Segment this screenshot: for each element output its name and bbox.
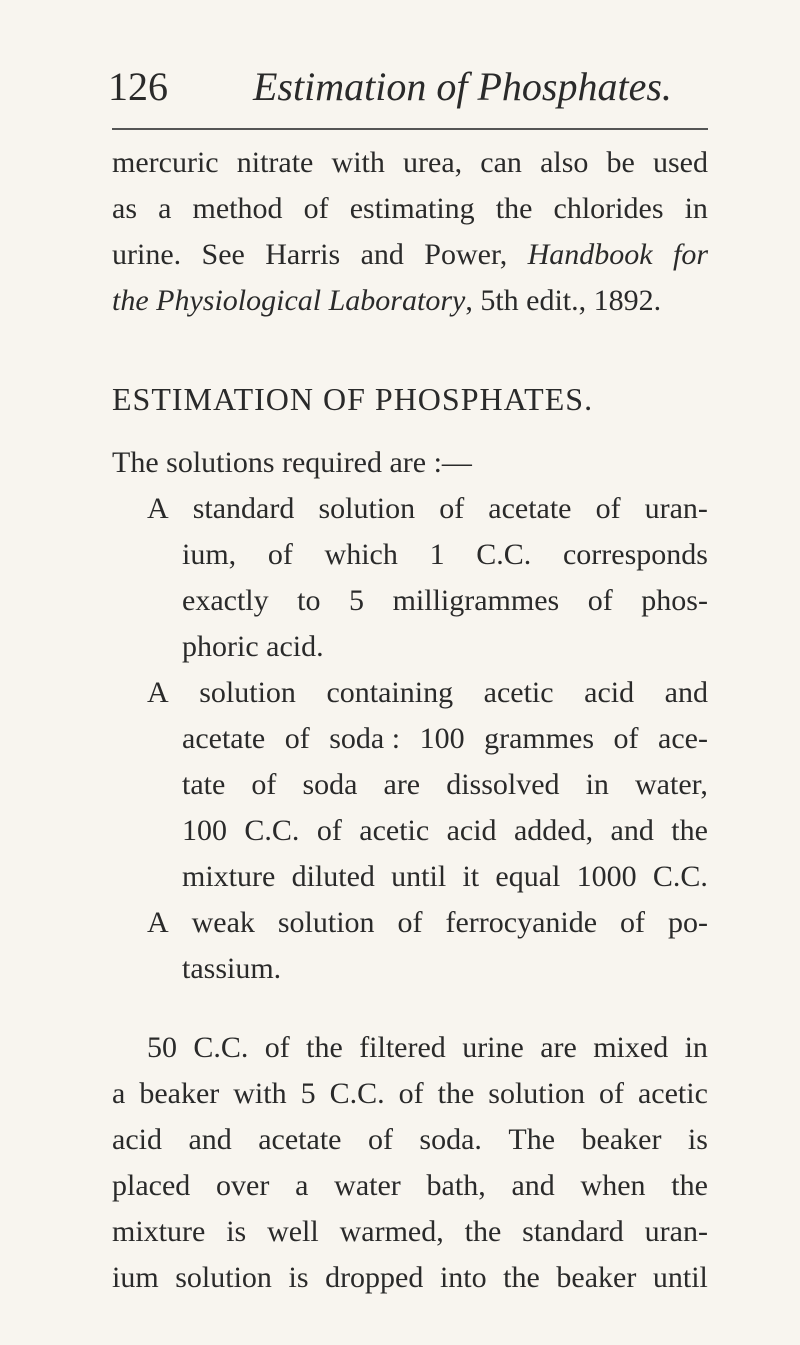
word: C.C. bbox=[244, 814, 300, 847]
word: of bbox=[316, 814, 342, 847]
running-head bbox=[108, 62, 708, 112]
word: a bbox=[112, 1077, 126, 1110]
word: which bbox=[324, 538, 398, 571]
text-line bbox=[182, 854, 708, 900]
section-heading: ESTIMATION OF PHOSPHATES. bbox=[112, 381, 594, 417]
word: equal bbox=[495, 860, 561, 893]
header-rule bbox=[112, 128, 708, 130]
word: are bbox=[540, 1031, 577, 1064]
word: a bbox=[158, 192, 172, 225]
word: solution bbox=[488, 1077, 585, 1110]
word: acetate bbox=[258, 1123, 342, 1156]
word: bath, bbox=[426, 1169, 486, 1202]
word: the bbox=[503, 1261, 540, 1294]
word: solution bbox=[175, 1261, 272, 1294]
word: soda : bbox=[329, 722, 401, 755]
running-title: Estimation of Phosphates. bbox=[253, 64, 672, 109]
word: 50 bbox=[147, 1031, 177, 1064]
word: beaker bbox=[139, 1077, 220, 1110]
word: chlorides bbox=[553, 192, 664, 225]
word: 5 bbox=[349, 584, 365, 617]
text-span: tassium. bbox=[182, 952, 282, 985]
word: ium bbox=[112, 1261, 159, 1294]
word: acid bbox=[112, 1123, 162, 1156]
word: soda. bbox=[419, 1123, 482, 1156]
word: until bbox=[391, 860, 447, 893]
word: of bbox=[613, 722, 639, 755]
word: Handbook bbox=[527, 238, 653, 271]
word: acetic bbox=[359, 814, 430, 847]
word: A bbox=[147, 906, 169, 939]
word: is bbox=[226, 1215, 247, 1248]
word: filtered bbox=[359, 1031, 446, 1064]
text-line bbox=[147, 486, 708, 532]
word: also bbox=[540, 146, 589, 179]
word: well bbox=[267, 1215, 319, 1248]
word: the bbox=[495, 192, 533, 225]
word: weak bbox=[191, 906, 255, 939]
word: be bbox=[606, 146, 635, 179]
word: solution bbox=[318, 492, 416, 525]
text-line bbox=[112, 1255, 708, 1301]
word: dropped bbox=[325, 1261, 424, 1294]
word: can bbox=[480, 146, 522, 179]
word: A bbox=[147, 676, 169, 709]
word: the bbox=[437, 1077, 475, 1110]
word: nitrate bbox=[236, 146, 314, 179]
word: mixture bbox=[112, 1215, 206, 1248]
word: of bbox=[251, 768, 277, 801]
text-line bbox=[112, 1163, 708, 1209]
word: ferrocyanide bbox=[445, 906, 598, 939]
text-line bbox=[147, 900, 708, 946]
word: the bbox=[464, 1215, 502, 1248]
word: into bbox=[439, 1261, 487, 1294]
word: placed bbox=[112, 1169, 191, 1202]
word: tate bbox=[182, 768, 226, 801]
word: The bbox=[508, 1123, 556, 1156]
text-line bbox=[112, 278, 661, 324]
word: milligrammes bbox=[392, 584, 560, 617]
word: of bbox=[595, 492, 621, 525]
word: is bbox=[288, 1261, 309, 1294]
text-line bbox=[182, 578, 708, 624]
word: for bbox=[672, 238, 708, 271]
text-line bbox=[147, 670, 708, 716]
word: and bbox=[664, 676, 708, 709]
text-line bbox=[112, 1117, 708, 1163]
word: A bbox=[147, 492, 169, 525]
text-span: The solutions required are :— bbox=[112, 446, 472, 479]
text-line bbox=[182, 624, 324, 670]
word: po- bbox=[667, 906, 708, 939]
word: uran- bbox=[644, 1215, 708, 1248]
word: added, bbox=[513, 814, 594, 847]
word: 1 bbox=[429, 538, 445, 571]
word: mixture bbox=[182, 860, 276, 893]
word: solution bbox=[277, 906, 375, 939]
word: urea, bbox=[403, 146, 463, 179]
word: of bbox=[264, 1031, 290, 1064]
word: beaker bbox=[556, 1261, 637, 1294]
word: are bbox=[383, 768, 421, 801]
word: and bbox=[610, 814, 654, 847]
text-line bbox=[182, 946, 281, 992]
word: with bbox=[331, 146, 385, 179]
word: in bbox=[684, 192, 708, 225]
word: the bbox=[671, 814, 708, 847]
word: the bbox=[306, 1031, 343, 1064]
word: of bbox=[397, 906, 423, 939]
word: exactly bbox=[182, 584, 269, 617]
word: Power, bbox=[424, 238, 508, 271]
text-line bbox=[182, 532, 708, 578]
page-number: 126 bbox=[108, 64, 168, 109]
word: of bbox=[284, 722, 310, 755]
text-line bbox=[112, 1209, 708, 1255]
word: of bbox=[439, 492, 465, 525]
word: acid bbox=[584, 676, 635, 709]
text-line bbox=[112, 1071, 708, 1117]
word: urine. bbox=[112, 238, 182, 271]
word: estimating bbox=[349, 192, 475, 225]
word: and bbox=[188, 1123, 232, 1156]
word: 100 bbox=[182, 814, 227, 847]
word: is bbox=[687, 1123, 708, 1156]
word: when bbox=[580, 1169, 646, 1202]
word: mixed bbox=[593, 1031, 669, 1064]
word: phos- bbox=[641, 584, 708, 617]
word: C.C. bbox=[476, 538, 532, 571]
word: water, bbox=[635, 768, 708, 801]
word: acetic bbox=[483, 676, 554, 709]
word: See bbox=[201, 238, 245, 271]
word: acetate bbox=[488, 492, 572, 525]
text-line bbox=[112, 186, 708, 232]
word: containing bbox=[326, 676, 454, 709]
text-span: , 5th edit., 1892. bbox=[465, 284, 662, 317]
word: beaker bbox=[581, 1123, 662, 1156]
word: and bbox=[360, 238, 404, 271]
word: ium, bbox=[182, 538, 237, 571]
word: warmed, bbox=[339, 1215, 444, 1248]
word: standard bbox=[522, 1215, 624, 1248]
word: and bbox=[511, 1169, 555, 1202]
word: soda bbox=[302, 768, 358, 801]
word: urine bbox=[462, 1031, 524, 1064]
word: of bbox=[398, 1077, 424, 1110]
word: acetate bbox=[182, 722, 266, 755]
text-line bbox=[147, 1025, 708, 1071]
text-line bbox=[112, 140, 708, 186]
word: C.C. bbox=[329, 1077, 385, 1110]
text-span: phoric acid. bbox=[182, 630, 324, 663]
word: over bbox=[216, 1169, 270, 1202]
word: it bbox=[462, 860, 480, 893]
word: used bbox=[653, 146, 708, 179]
word: Harris bbox=[265, 238, 341, 271]
word: the bbox=[671, 1169, 708, 1202]
word: standard bbox=[192, 492, 295, 525]
word: method bbox=[192, 192, 283, 225]
word: 5 bbox=[300, 1077, 316, 1110]
word: as bbox=[112, 192, 137, 225]
word: dissolved bbox=[446, 768, 560, 801]
word: until bbox=[652, 1261, 708, 1294]
word: of bbox=[267, 538, 293, 571]
word: uran- bbox=[644, 492, 708, 525]
text-line bbox=[182, 716, 708, 762]
word: ace- bbox=[658, 722, 708, 755]
word: a bbox=[295, 1169, 309, 1202]
word: solution bbox=[199, 676, 296, 709]
word: of bbox=[303, 192, 329, 225]
text-line bbox=[182, 762, 708, 808]
text-line bbox=[112, 440, 472, 486]
word: mercuric bbox=[112, 146, 219, 179]
word: of bbox=[587, 584, 613, 617]
word: grammes bbox=[484, 722, 595, 755]
book-title-italic: the Physiological Laboratory bbox=[112, 284, 466, 317]
word: in bbox=[684, 1031, 708, 1064]
word: acetic bbox=[637, 1077, 708, 1110]
word: C.C. bbox=[193, 1031, 249, 1064]
word: corresponds bbox=[562, 538, 708, 571]
word: to bbox=[297, 584, 321, 617]
text-line bbox=[112, 232, 708, 278]
text-line bbox=[182, 808, 708, 854]
word: of bbox=[620, 906, 645, 939]
word: water bbox=[334, 1169, 401, 1202]
word: of bbox=[598, 1077, 624, 1110]
word: with bbox=[233, 1077, 287, 1110]
word: 1000 bbox=[576, 860, 637, 893]
word: 100 bbox=[419, 722, 465, 755]
word: of bbox=[367, 1123, 393, 1156]
word: diluted bbox=[291, 860, 375, 893]
word: C.C. bbox=[652, 860, 708, 893]
word: acid bbox=[446, 814, 497, 847]
word: in bbox=[585, 768, 609, 801]
